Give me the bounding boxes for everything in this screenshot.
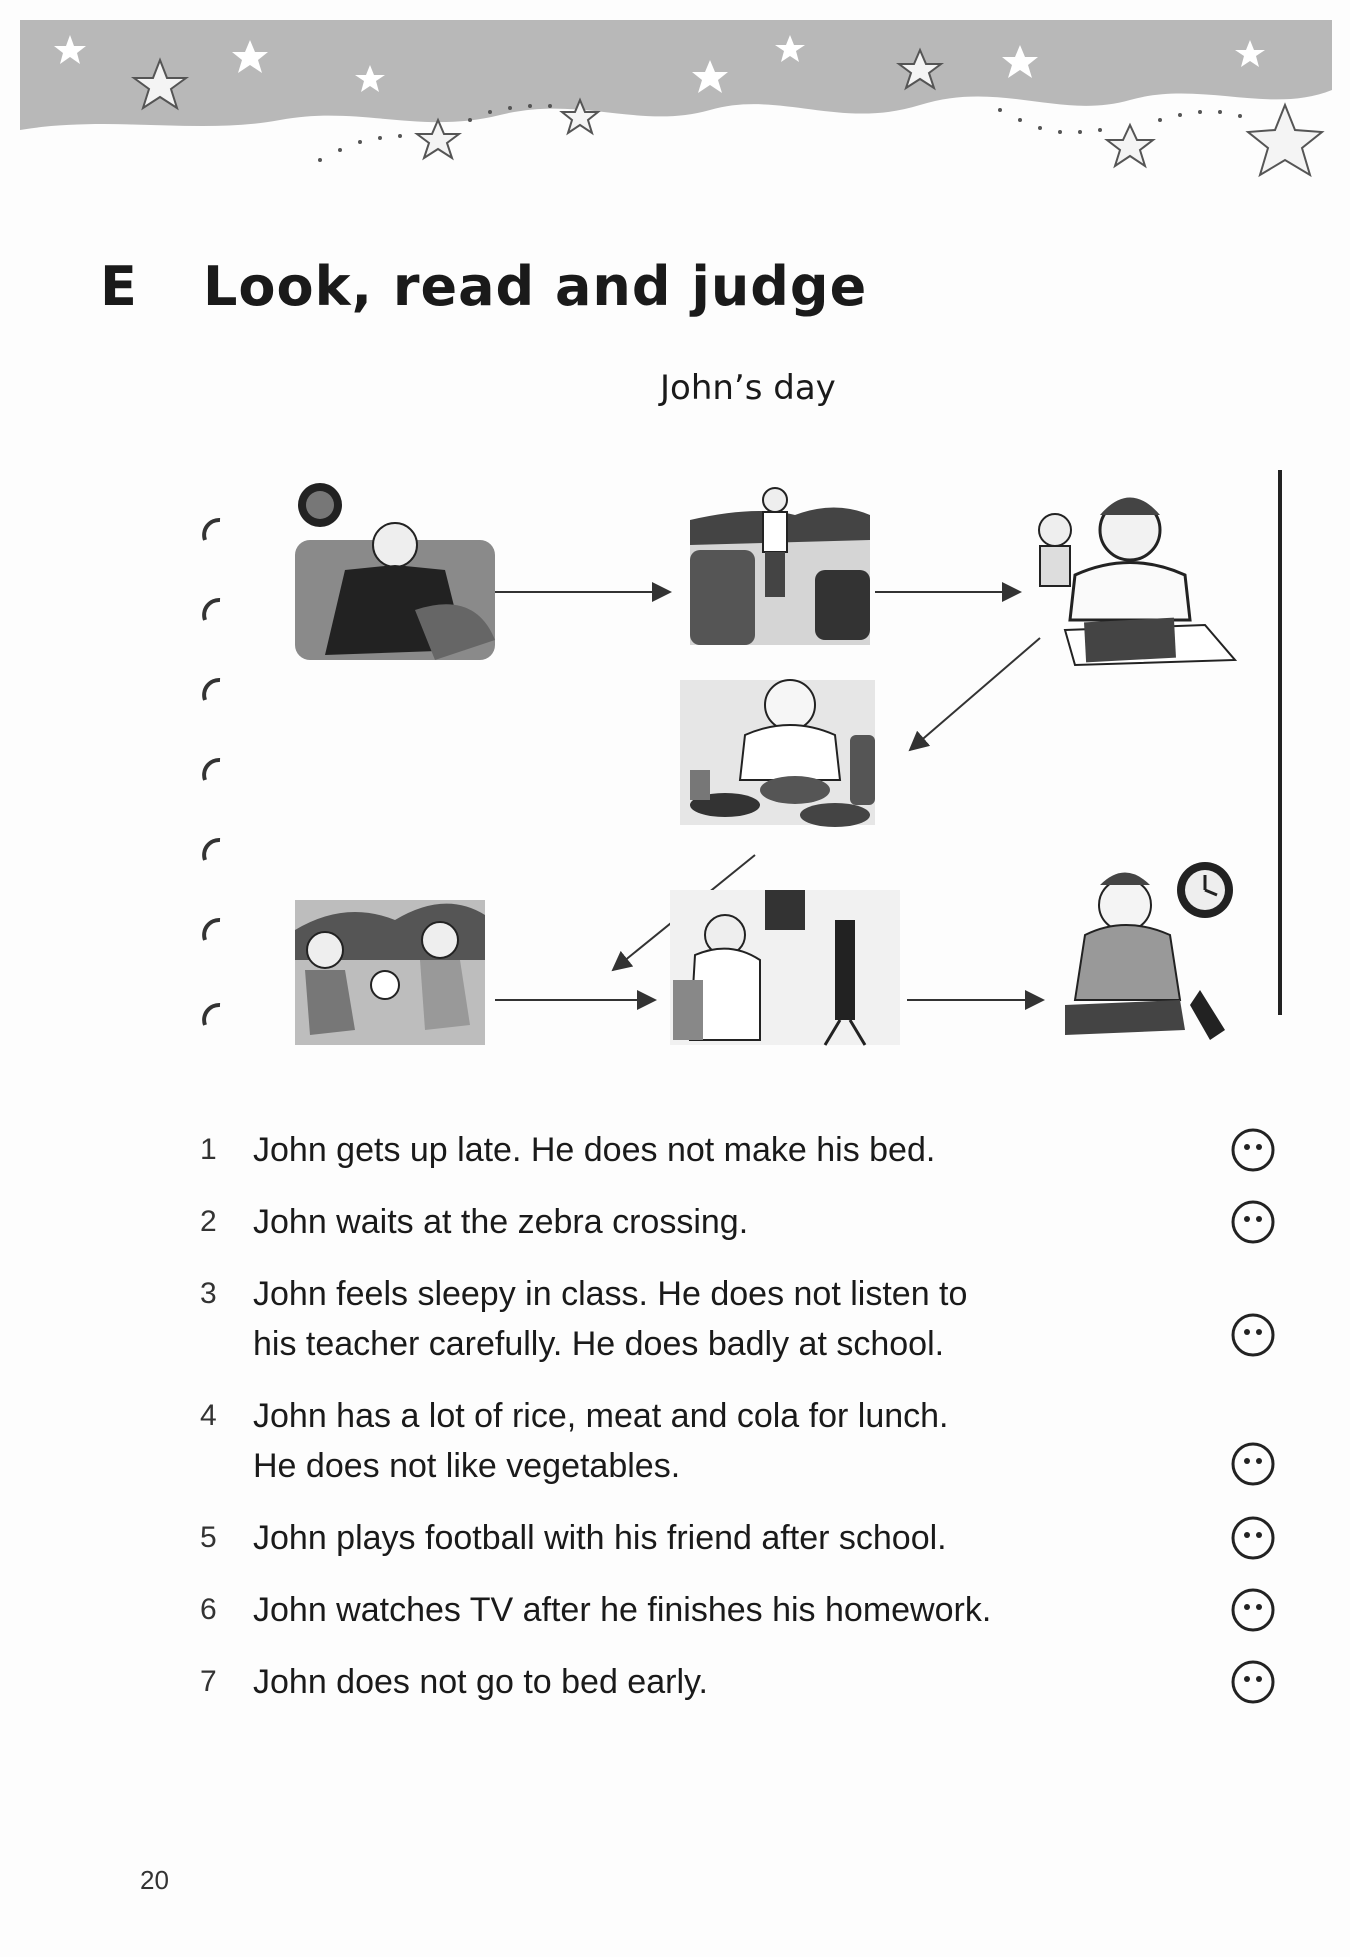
scene-getting-up	[295, 483, 495, 660]
page-number: 20	[140, 1865, 169, 1895]
blank-face-icon[interactable]	[1230, 1515, 1276, 1561]
statement-number: 1	[200, 1133, 217, 1166]
statement-number: 7	[200, 1665, 217, 1698]
star-icon	[1248, 105, 1322, 175]
story-title: John’s day	[660, 368, 836, 408]
statement-text: John plays football with his friend after school.	[253, 1519, 947, 1557]
statement-text: John watches TV after he finishes his homework.	[253, 1591, 992, 1629]
statement-number: 4	[200, 1399, 217, 1432]
blank-face-icon[interactable]	[1230, 1127, 1276, 1173]
blank-face-icon[interactable]	[1230, 1312, 1276, 1358]
statement-text: John gets up late. He does not make his bed.	[253, 1131, 936, 1169]
scene-zebra-crossing	[690, 488, 870, 645]
johns-day-illustration	[195, 460, 1290, 1060]
statement-number: 2	[200, 1205, 217, 1238]
statement-3	[195, 1269, 1295, 1391]
statement-number: 6	[200, 1593, 217, 1626]
statement-2	[195, 1197, 1295, 1269]
statement-1	[195, 1125, 1295, 1197]
statement-number: 5	[200, 1521, 217, 1554]
binding-rings	[204, 520, 220, 1025]
statement-text: He does not like vegetables.	[253, 1447, 681, 1485]
star-icon	[417, 120, 459, 158]
statement-7	[195, 1657, 1295, 1729]
statement-number: 3	[200, 1277, 217, 1310]
section-letter: E	[100, 255, 137, 318]
statement-text: his teacher carefully. He does badly at school.	[253, 1325, 945, 1363]
blank-face-icon[interactable]	[1230, 1659, 1276, 1705]
statement-6	[195, 1585, 1295, 1657]
star-banner	[20, 20, 1332, 220]
statement-5	[195, 1513, 1295, 1585]
section-title: Look, read and judge	[203, 255, 868, 318]
scene-playing-football	[295, 900, 485, 1045]
statement-text: John waits at the zebra crossing.	[253, 1203, 749, 1241]
statement-text: John does not go to bed early.	[253, 1663, 708, 1701]
star-icon	[1107, 125, 1153, 166]
scene-homework	[1065, 862, 1233, 1040]
statement-text: John feels sleepy in class. He does not listen to	[253, 1275, 968, 1313]
scene-lunch	[680, 680, 875, 827]
blank-face-icon[interactable]	[1230, 1441, 1276, 1487]
blank-face-icon[interactable]	[1230, 1587, 1276, 1633]
blank-face-icon[interactable]	[1230, 1199, 1276, 1245]
statements-list	[195, 1125, 1295, 1729]
statement-text: John has a lot of rice, meat and cola for lunch.	[253, 1397, 949, 1435]
scene-watching-tv	[670, 890, 900, 1045]
statement-4	[195, 1391, 1295, 1513]
scene-sleepy-in-class	[1039, 498, 1235, 666]
